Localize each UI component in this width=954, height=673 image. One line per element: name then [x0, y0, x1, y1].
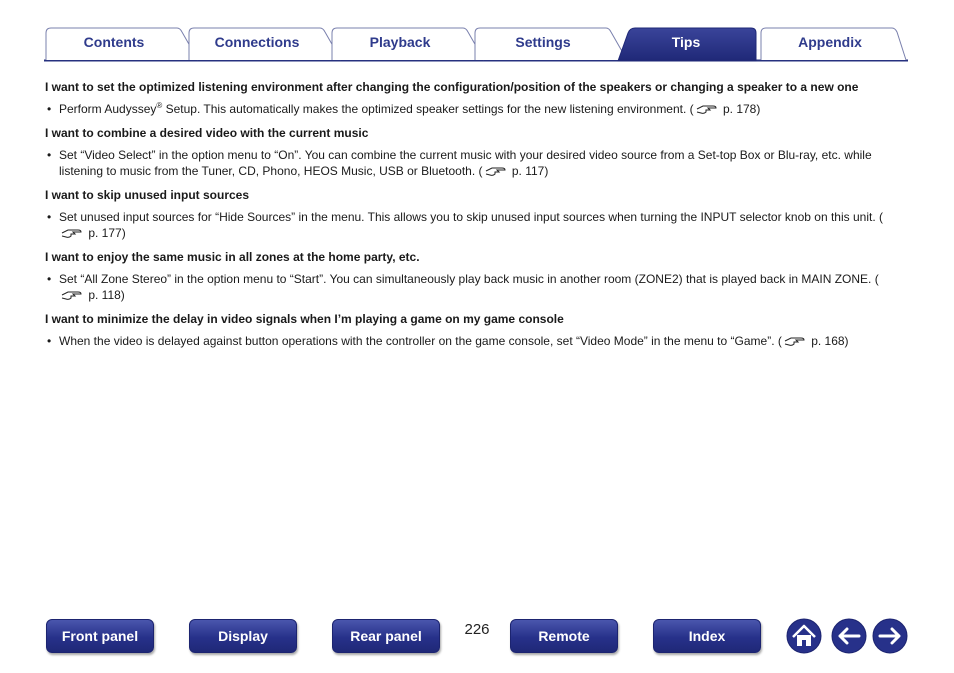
tab-appendix[interactable]: Appendix: [798, 34, 862, 50]
page-number: 226: [464, 621, 490, 638]
section-heading: I want to combine a desired video with the current music: [45, 126, 369, 140]
item-text: Set “Video Select” in the option menu to “On”. You can combine the current music with your desired video source from a Set-top Box or Blu-ray, etc. while listening to music from the Tuner, CD, Phono, HEOS Music, USB or Bluetooth. (: [59, 148, 872, 178]
index-button[interactable]: Index: [653, 619, 761, 653]
reference-hand-icon: [696, 103, 718, 115]
item-text: When the video is delayed against button operations with the controller on the game console, set “Video Mode” in the menu to “Game”. (: [59, 334, 782, 348]
tab-connections[interactable]: Connections: [214, 34, 300, 50]
page-reference-link[interactable]: p. 178): [719, 102, 761, 116]
page-reference-link[interactable]: p. 168): [807, 334, 849, 348]
list-item: [45, 209, 900, 241]
bullet: •: [47, 272, 52, 286]
section-heading: I want to skip unused input sources: [45, 188, 250, 202]
tab-contents[interactable]: Contents: [83, 34, 145, 50]
reference-hand-icon: [61, 227, 83, 239]
section-heading: I want to minimize the delay in video signals when I’m playing a game on my game console: [45, 312, 564, 326]
bullet: •: [47, 210, 52, 224]
bullet: •: [47, 334, 52, 348]
top-tab-bar: [44, 27, 908, 63]
section-heading: I want to set the optimized listening environment after changing the configuration/position of the speakers or changing a speaker to a new one: [45, 80, 859, 94]
tips-content: [45, 80, 900, 358]
item-text: Set “All Zone Stereo” in the option menu to “Start”. You can simultaneously play back music in another room (ZONE2) that is played back in MAIN ZONE. (: [59, 272, 879, 286]
section-heading: I want to enjoy the same music in all zones at the home party, etc.: [45, 250, 420, 264]
bullet: •: [47, 148, 52, 162]
page-reference-link[interactable]: p. 177): [85, 226, 126, 240]
reference-hand-icon: [784, 335, 806, 347]
tab-tips[interactable]: Tips: [671, 34, 701, 50]
item-text: Perform Audyssey: [59, 102, 157, 116]
bullet: •: [47, 102, 52, 116]
front-panel-button[interactable]: Front panel: [46, 619, 154, 653]
rear-panel-button[interactable]: Rear panel: [332, 619, 440, 653]
tab-playback[interactable]: Playback: [369, 34, 431, 50]
tab-settings[interactable]: Settings: [515, 34, 571, 50]
page-reference-link[interactable]: p. 117): [508, 164, 549, 178]
display-button[interactable]: Display: [189, 619, 297, 653]
list-item: [45, 333, 900, 349]
remote-button[interactable]: Remote: [510, 619, 618, 653]
item-text: Setup. This automatically makes the optimized speaker settings for the new listening environment. (: [162, 102, 694, 116]
arrow-left-icon[interactable]: [831, 618, 867, 654]
item-text: Set unused input sources for “Hide Sources” in the menu. This allows you to skip unused input sources when turning the INPUT selector knob on this unit. (: [59, 210, 883, 224]
list-item: [45, 101, 900, 117]
list-item: [45, 147, 900, 179]
registered-mark: ®: [156, 101, 163, 110]
reference-hand-icon: [485, 165, 507, 177]
list-item: [45, 271, 900, 303]
home-icon[interactable]: [786, 618, 822, 654]
reference-hand-icon: [61, 289, 83, 301]
arrow-right-icon[interactable]: [872, 618, 908, 654]
tab-shapes: [44, 27, 908, 63]
page-reference-link[interactable]: p. 118): [85, 288, 125, 302]
